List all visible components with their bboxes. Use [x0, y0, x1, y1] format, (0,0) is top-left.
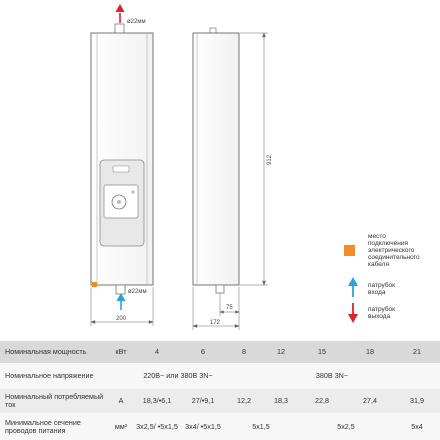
pipe-top-label: ø22мм: [127, 19, 146, 25]
front-body: [91, 33, 153, 285]
legend-cable-text: место подключения электрического соединительного кабеля: [368, 233, 420, 268]
table-row-wire: [0, 413, 440, 440]
side-bottom-pipe: [216, 285, 224, 293]
spec-table: [0, 341, 440, 440]
width-value: 200: [116, 316, 127, 322]
legend-outlet-text: патрубок выхода: [368, 306, 396, 320]
height-value: 912: [267, 154, 273, 165]
cell-wire-4: 3x2,5/ •5x1,5: [132, 413, 182, 440]
cell-power-12: 12: [264, 341, 298, 363]
row-label-current: Номинальный потребляемый ток: [0, 389, 110, 413]
cell-current-21: 31,9: [394, 389, 440, 413]
outlet-arrow-front: [116, 4, 125, 23]
pipe-bottom-label: ø22мм: [128, 289, 147, 295]
top-pipe: [115, 24, 124, 34]
legend-inlet-arrow-icon: [348, 277, 358, 297]
cell-current-6: 27/•9,1: [182, 389, 224, 413]
legend-outlet-arrow-icon: [348, 303, 358, 323]
cell-current-4: 18,3/•6,1: [132, 389, 182, 413]
unit-power: кВт: [110, 341, 132, 363]
cell-voltage-4-6: 220В~ или 380В 3N~: [132, 363, 224, 389]
row-label-wire: Минимальное сечение проводов питания: [0, 413, 110, 440]
legend-cable-marker: [344, 245, 355, 256]
table-row-power: [0, 341, 440, 363]
cell-current-8: 12,2: [224, 389, 264, 413]
cell-wire-15-18: 5x2,5: [298, 413, 394, 440]
cell-current-18: 27,4: [346, 389, 394, 413]
side-view: [193, 28, 268, 330]
side-body: [193, 33, 239, 285]
table-row-voltage: [0, 363, 440, 389]
cell-power-18: 18: [346, 341, 394, 363]
cell-current-15: 22,8: [298, 389, 346, 413]
pipe-offset-value: 75: [226, 305, 233, 311]
row-label-voltage: Номинальное напряжение: [0, 363, 110, 389]
row-label-power: Номинальная мощность: [0, 341, 110, 363]
height-dimension: [240, 33, 268, 285]
cell-power-4: 4: [132, 341, 182, 363]
cell-current-12: 18,3: [264, 389, 298, 413]
cable-entry-marker: [92, 282, 97, 287]
table-row-current: [0, 389, 440, 413]
cell-wire-6: 3x4/ •5x1,5: [182, 413, 224, 440]
bottom-pipe: [116, 285, 125, 294]
cell-wire-8-12: 5x1,5: [224, 413, 298, 440]
front-view: [91, 4, 153, 326]
cell-power-15: 15: [298, 341, 346, 363]
display-window: [113, 166, 129, 172]
unit-current: А: [110, 389, 132, 413]
unit-voltage: [110, 363, 132, 389]
depth-value: 172: [210, 320, 221, 326]
cell-power-8: 8: [224, 341, 264, 363]
cell-voltage-8-21: 380В 3N~: [224, 363, 440, 389]
legend-inlet-text: патрубок входа: [368, 282, 396, 296]
unit-wire: мм²: [110, 413, 132, 440]
inlet-arrow-front: [117, 293, 126, 310]
cell-power-21: 21: [394, 341, 440, 363]
cell-wire-21: 5x4: [394, 413, 440, 440]
cell-power-6: 6: [182, 341, 224, 363]
indicator-light: [131, 190, 134, 193]
